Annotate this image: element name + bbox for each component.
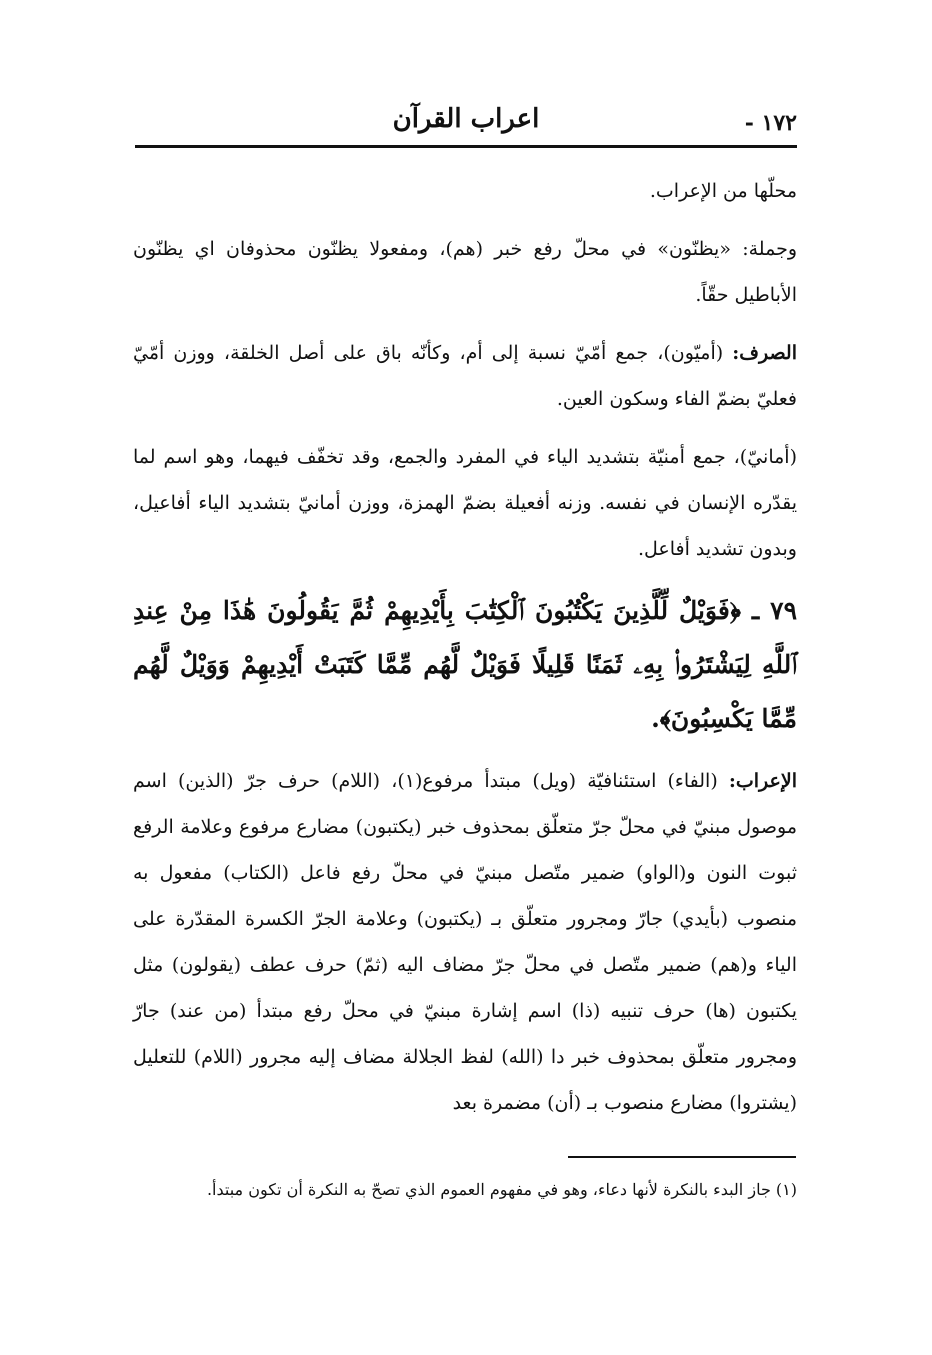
morphology-text: (أميّون)، جمع أمّيّ نسبة إلى أم، وكأنّه باق على أصل الخلقة، ووزن أمّيّ فعليّ بضمّ الفاء وسكون العين.	[133, 342, 797, 410]
quran-verse: ٧٩ ـ ﴿فَوَيْلٌ لِّلَّذِينَ يَكْتُبُونَ ٱلْكِتَٰبَ بِأَيْدِيهِمْ ثُمَّ يَقُولُونَ هَٰذَا مِنْ عِندِ ٱللَّهِ لِيَشْتَرُوا۟ بِهِۦ ثَمَنًا قَلِيلًا فَوَيْلٌ لَّهُم مِّمَّا كَتَبَتْ أَيْدِيهِمْ وَوَيْلٌ لَّهُم مِّمَّا يَكْسِبُونَ﴾.	[133, 596, 797, 733]
irab-text: (الفاء) استئنافيّة (ويل) مبتدأ مرفوع(١)، (اللام) حرف جرّ (الذين) اسم موصول مبنيّ في محلّ جرّ متعلّق بمحذوف خبر (يكتبون) مضارع مرفوع وعلامة الرفع ثبوت النون و(الواو) ضمير متّصل مبنيّ في محلّ رفع فاعل (الكتاب) مفعول به منصوب (بأيدي) جارّ ومجرور متعلّق بـ (يكتبون) وعلامة الجرّ الكسرة المقدّرة على الياء و(هم) ضمير متّصل في محلّ جرّ مضاف اليه (ثمّ) حرف عطف (يقولون) مثل يكتبون (ها) حرف تنبيه (ذا) اسم إشارة مبنيّ في محلّ رفع مبتدأ (من عند) جارّ ومجرور متعلّق بمحذوف خبر دا (الله) لفظ الجلالة مضاف إليه مجرور (اللام) للتعليل (يشتروا) مضارع منصوب بـ (أن) مضمرة بعد	[133, 770, 797, 1114]
main-text	[133, 168, 797, 1138]
paragraph-amani: (أمانيّ)، جمع أمنيّة بتشديد الياء في المفرد والجمع، وقد تخفّف فيهما، وهو اسم لما يقدّره الإنسان في نفسه. وزنه أفعيلة بضمّ الهمزة، ووزن أمانيّ بتشديد الياء أفاعيل، وبدون تشديد أفاعل.	[133, 446, 797, 560]
footnote-rule	[568, 1156, 796, 1158]
page-number: ١٧٢ -	[744, 110, 797, 136]
header-rule	[135, 145, 797, 148]
irab-label: الإعراب:	[728, 770, 797, 792]
paragraph-continuation: محلّها من الإعراب.	[649, 180, 797, 202]
paragraph-sentence: وجملة: «يظنّون» في محلّ رفع خبر (هم)، ومفعولا يظنّون محذوفان اي يظنّون الأباطيل حقّاً.	[133, 238, 797, 306]
page-header	[135, 100, 797, 146]
footnote: (١) جاز البدء بالنكرة لأنها دعاء، وهو في مفهوم العموم الذي تصحّ به النكرة أن تكون مبتدأ.	[206, 1180, 797, 1199]
paragraph-morphology	[133, 330, 797, 422]
paragraph-irab	[133, 758, 797, 1126]
morphology-label: الصرف:	[732, 342, 798, 364]
running-title: اعراب القرآن	[392, 104, 540, 134]
